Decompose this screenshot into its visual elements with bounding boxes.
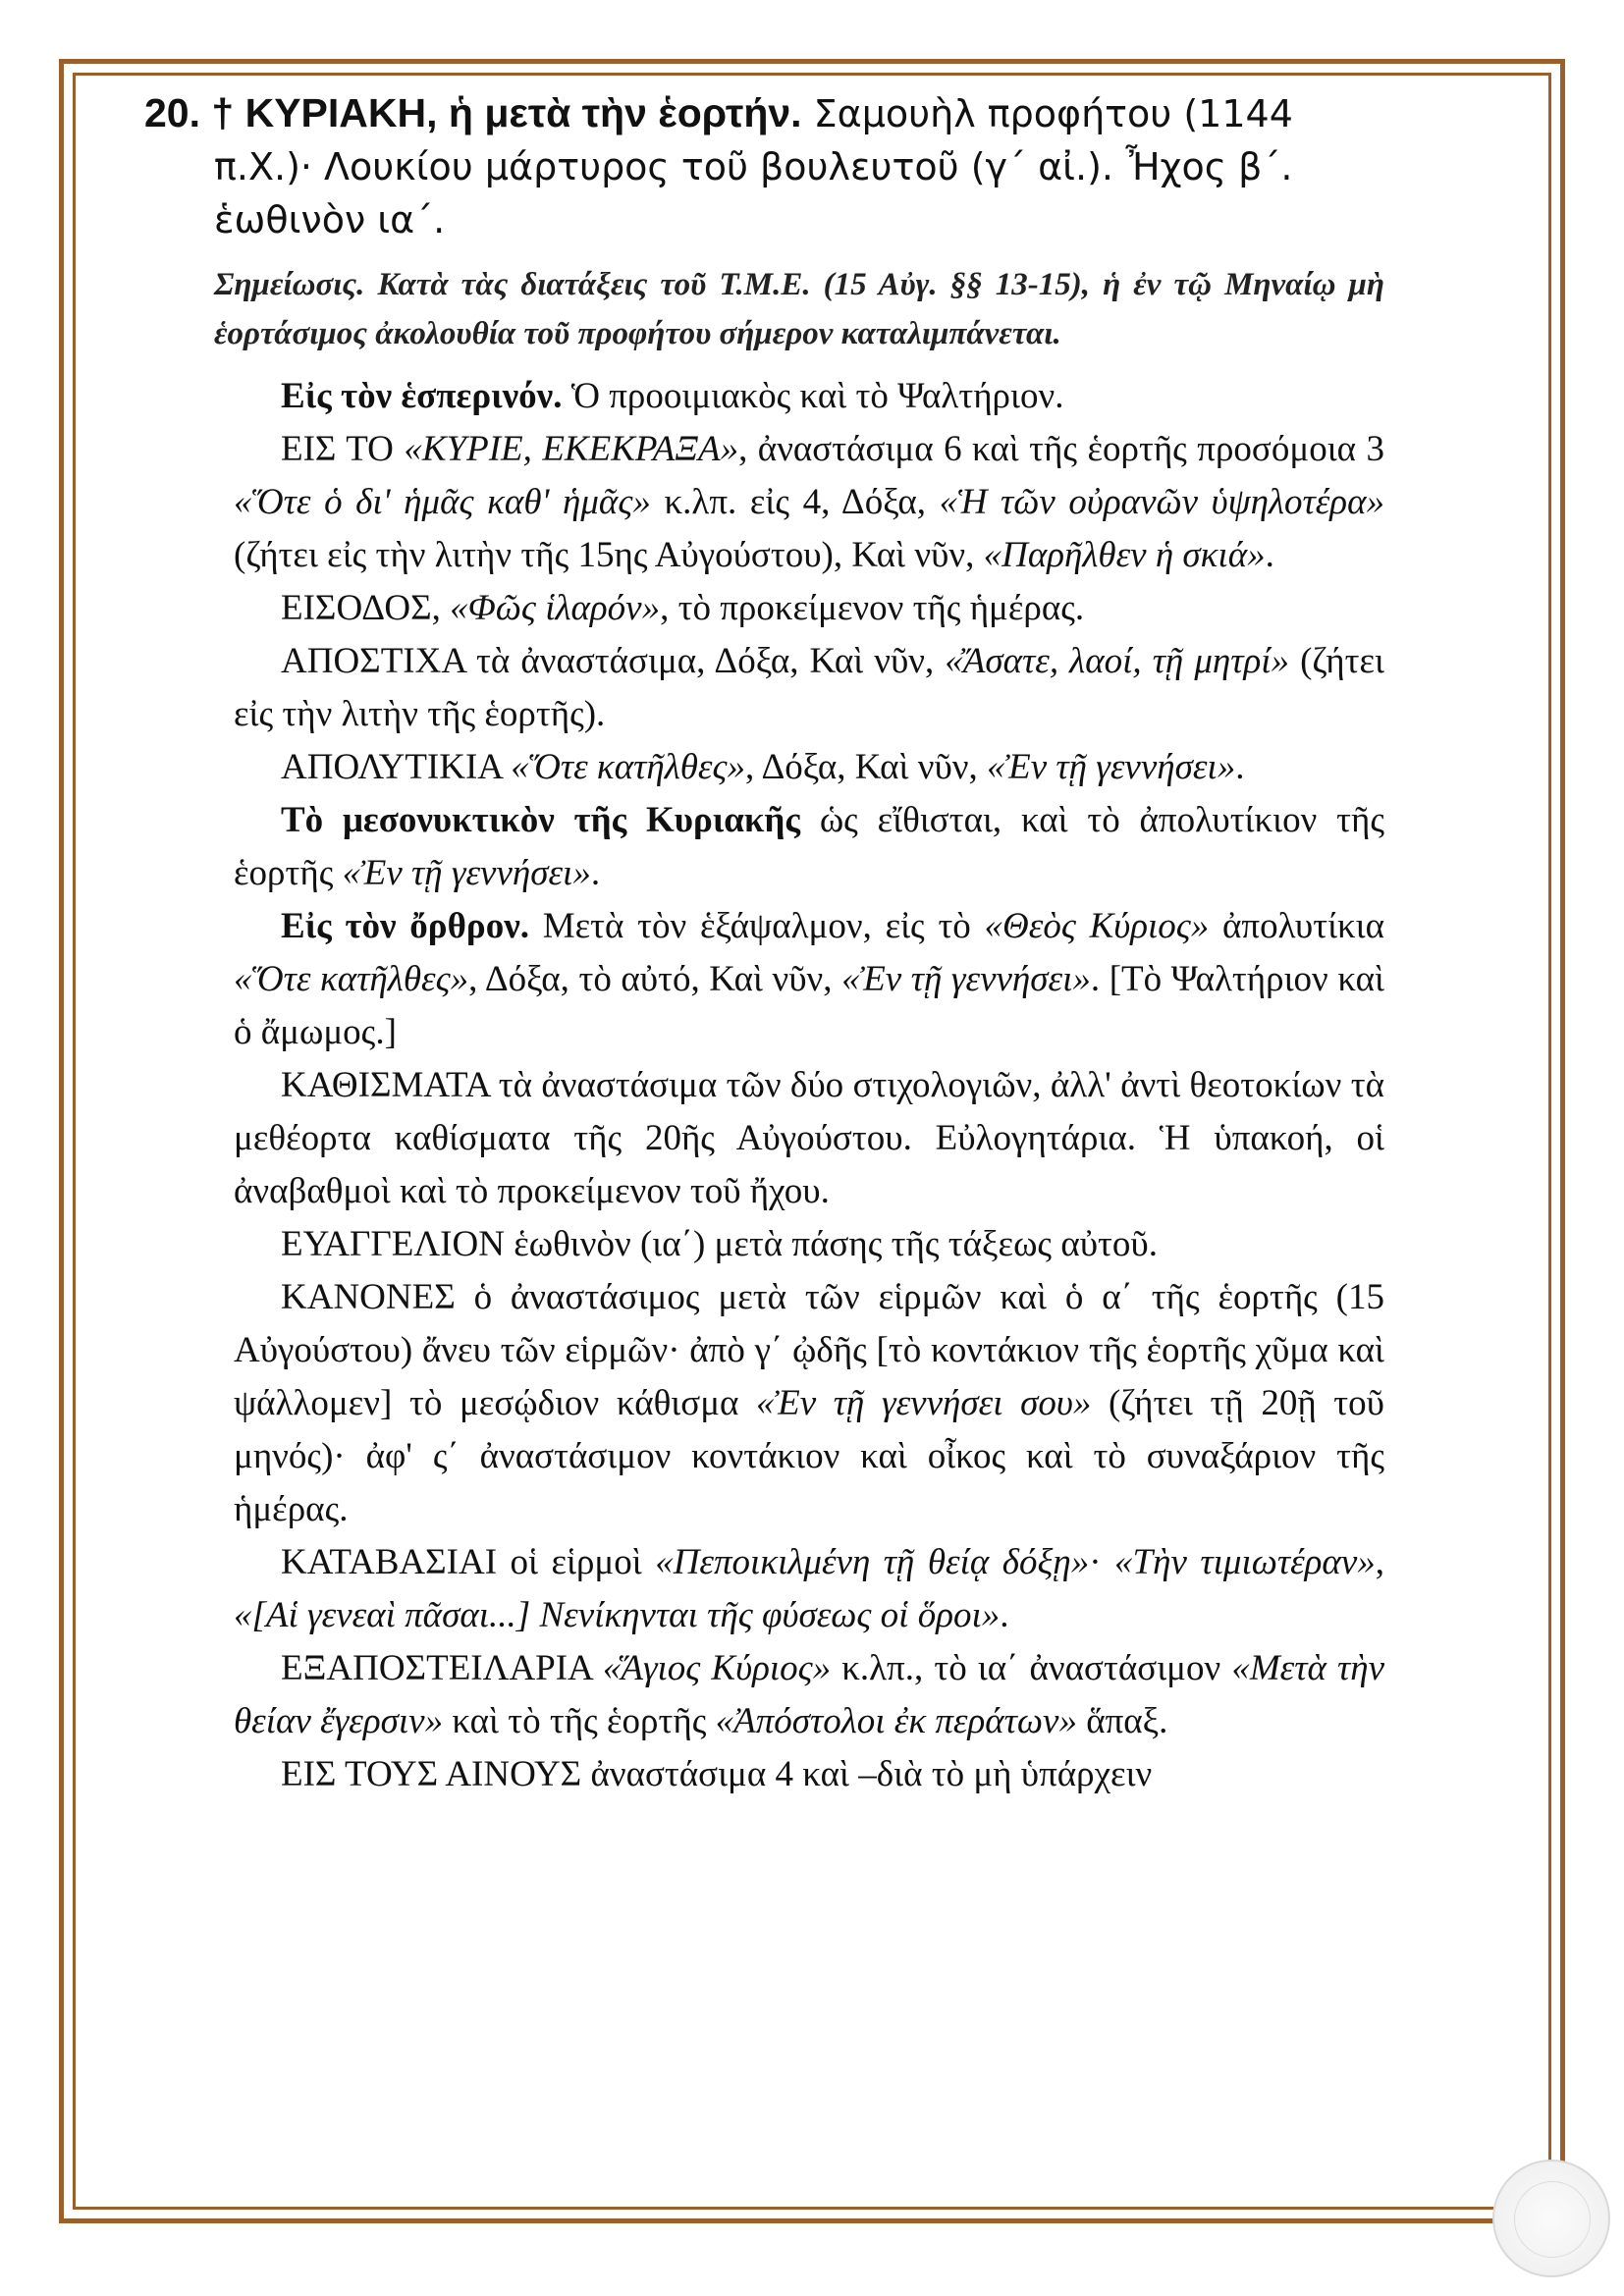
katavasiai-paragraph: ΚΑΤΑΒΑΣΙΑΙ οἱ εἱρμοὶ «Πεποικιλμένη τῇ θείᾳ δόξῃ»· «Τὴν τιμιωτέραν», «[Αἱ γενεαὶ πᾶσαι...] Νενίκηνται τῆς φύσεως οἱ ὅροι». [234,1542,1385,1635]
stamp-watermark-inner [1514,2181,1591,2258]
kyrie-ekekraxa-paragraph: ΕΙΣ ΤΟ «ΚΥΡΙΕ, ΕΚΕΚΡΑΞΑ», ἀναστάσιμα 6 καὶ τῆς ἑορτῆς προσόμοια 3 «Ὅτε ὁ δι' ἡμᾶς καθ' ἡμᾶς» κ.λπ. εἰς 4, Δόξα, «Ἡ τῶν οὐρανῶν ὑψηλοτέρα» (ζήτει εἰς τὴν λιτὴν τῆς 15ης Αὐγούστου), Καὶ νῦν, «Παρῆλθεν ἡ σκιά». [234,429,1384,575]
eisodos-paragraph: ΕΙΣΟΔΟΣ, «Φῶς ἱλαρόν», τὸ προκείμενον τῆς ἡμέρας. [281,588,1085,628]
day-heading [144,86,1384,246]
note-paragraph: Σημείωσις. Κατὰ τὰς διατάξεις τοῦ Τ.Μ.Ε. (15 Αὐγ. §§ 13-15), ἡ ἐν τῷ Μηναίῳ μὴ ἑορτάσιμος ἀκολουθία τοῦ προφήτου σήμερον καταλιμπάνεται. [214,267,1384,351]
kathismata-paragraph: ΚΑΘΙΣΜΑΤΑ τὰ ἀναστάσιμα τῶν δύο στιχολογιῶν, ἀλλ' ἀντὶ θεοτοκίων τὰ μεθέορτα καθίσματα τῆς 20ῆς Αὐγούστου. Εὐλογητάρια. Ἡ ὑπακοή, οἱ ἀναβαθμοὶ καὶ τὸ προκείμενον τοῦ ἤχου. [234,1065,1384,1211]
vespers-paragraph: Εἰς τὸν ἑσπερινόν. Ὁ προοιμιακὸς καὶ τὸ Ψαλτήριον. [281,376,1064,416]
aposticha-paragraph: ΑΠΟΣΤΙΧΑ τὰ ἀναστάσιμα, Δόξα, Καὶ νῦν, «Ἄσατε, λαοί, τῇ μητρί» (ζήτει εἰς τὴν λιτὴν τῆς ἑορτῆς). [234,641,1384,734]
page-content [144,86,1385,1801]
orthros-paragraph: Εἰς τὸν ὄρθρον. Μετὰ τὸν ἑξάψαλμον, εἰς τὸ «Θεὸς Κύριος» ἀπολυτίκια «Ὅτε κατῆλθες», Δόξα, τὸ αὐτό, Καὶ νῦν, «Ἐν τῇ γεννήσει». [Τὸ Ψαλτήριον καὶ ὁ ἄμωμος.] [234,906,1385,1052]
ainoi-paragraph: ΕΙΣ ΤΟΥΣ ΑΙΝΟΥΣ ἀναστάσιμα 4 καὶ –διὰ τὸ μὴ ὑπάρχειν [281,1754,1153,1794]
exaposteilaria-paragraph: ΕΞΑΠΟΣΤΕΙΛΑΡΙΑ «Ἅγιος Κύριος» κ.λπ., τὸ ια΄ ἀναστάσιμον «Μετὰ τὴν θείαν ἔγερσιν» καὶ τὸ τῆς ἑορτῆς «Ἀπόστολοι ἐκ περάτων» ἅπαξ. [234,1648,1384,1741]
evangelion-paragraph: ΕΥΑΓΓΕΛΙΟΝ ἑωθινὸν (ια΄) μετὰ πάσης τῆς τάξεως αὐτοῦ. [281,1224,1158,1264]
heading-rest: Σαμουὴλ προφήτου (1144 [801,92,1293,135]
heading-line3: ἑωθινὸν ια΄. [214,198,446,241]
stamp-watermark [1492,2160,1610,2277]
heading-lead: 20. † ΚΥΡΙΑΚΗ, ἡ μετὰ τὴν ἑορτήν. [144,90,802,135]
mesonyktikon-paragraph: Τὸ μεσονυκτικὸν τῆς Κυριακῆς ὡς εἴθισται, καὶ τὸ ἀπολυτίκιον τῆς ἑορτῆς «Ἐν τῇ γεννήσει». [234,800,1384,893]
heading-line2: π.Χ.)· Λουκίου μάρτυρος τοῦ βουλευτοῦ (γ΄ αἰ.). Ἦχος β΄. [214,145,1293,188]
kanones-paragraph: ΚΑΝΟΝΕΣ ὁ ἀναστάσιμος μετὰ τῶν εἱρμῶν καὶ ὁ α΄ τῆς ἑορτῆς (15 Αὐγούστου) ἄνευ τῶν εἱρμῶν· ἀπὸ γ΄ ᾠδῆς [τὸ κοντάκιον τῆς ἑορτῆς χῦμα καὶ ψάλλομεν] τὸ μεσῴδιον κάθισμα «Ἐν τῇ γεννήσει σου» (ζήτει τῇ 20ῇ τοῦ μηνός)· ἀφ' ς΄ ἀναστάσιμον κοντάκιον καὶ οἶκος καὶ τὸ συναξάριον τῆς ἡμέρας. [234,1277,1384,1529]
apolytikia-paragraph: ΑΠΟΛΥΤΙΚΙΑ «Ὅτε κατῆλθες», Δόξα, Καὶ νῦν, «Ἐν τῇ γεννήσει». [281,747,1245,787]
